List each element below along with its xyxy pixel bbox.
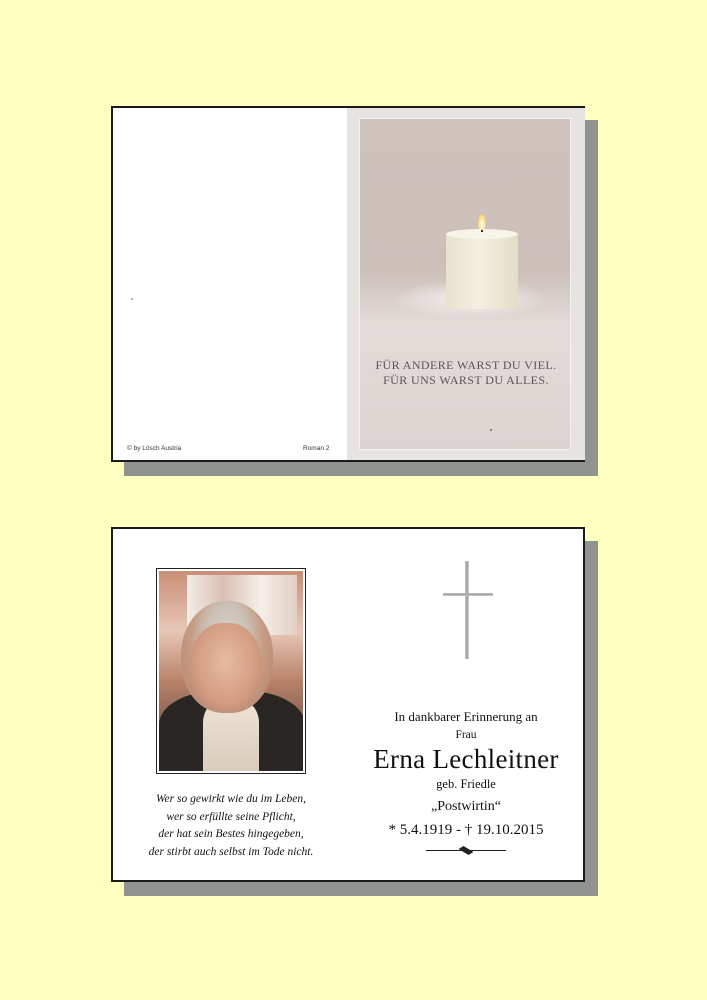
- poem-line: der stirbt auch selbst im Tode nicht.: [148, 845, 314, 858]
- flame-icon: [478, 214, 486, 230]
- candle-verse: [360, 358, 571, 388]
- speck: [131, 298, 133, 300]
- cross-icon: [465, 561, 469, 659]
- photo-face: [191, 623, 261, 709]
- poem-line: Wer so gewirkt wie du im Leben,: [155, 793, 307, 805]
- intro-text: In dankbarer Erinnerung an: [394, 709, 538, 724]
- verse-line: FÜR UNS WARST DU ALLES.: [383, 373, 549, 387]
- candle-body: [446, 233, 518, 309]
- verse-line: FÜR ANDERE WARST DU VIEL.: [375, 358, 557, 372]
- cross-icon-bar: [443, 593, 493, 596]
- salutation: Frau: [455, 729, 477, 741]
- ornament-divider: [426, 849, 506, 852]
- poem-line: wer so erfüllte seine Pflicht,: [166, 810, 296, 823]
- memorial-card-inside: [111, 527, 585, 882]
- portrait-photo: [156, 568, 306, 774]
- nickname: „Postwirtin“: [431, 799, 501, 814]
- candle-image: [359, 118, 571, 450]
- speck: [490, 429, 492, 431]
- life-dates: * 5.4.1919 - † 19.10.2015: [388, 822, 544, 838]
- poem-line: der hat sein Bestes hingegeben,: [158, 828, 304, 840]
- copyright-text: © by Lösch Austria: [127, 445, 182, 452]
- memorial-poem: [113, 791, 349, 861]
- candle-card-front: [111, 106, 585, 462]
- candle-panel: [347, 108, 585, 460]
- portrait-image: [159, 571, 303, 771]
- model-label: Roman 2: [303, 445, 330, 452]
- ornament-diamond-icon: [459, 846, 474, 855]
- deceased-name: Erna Lechleitner: [373, 744, 559, 774]
- birth-name: geb. Friedle: [436, 777, 496, 791]
